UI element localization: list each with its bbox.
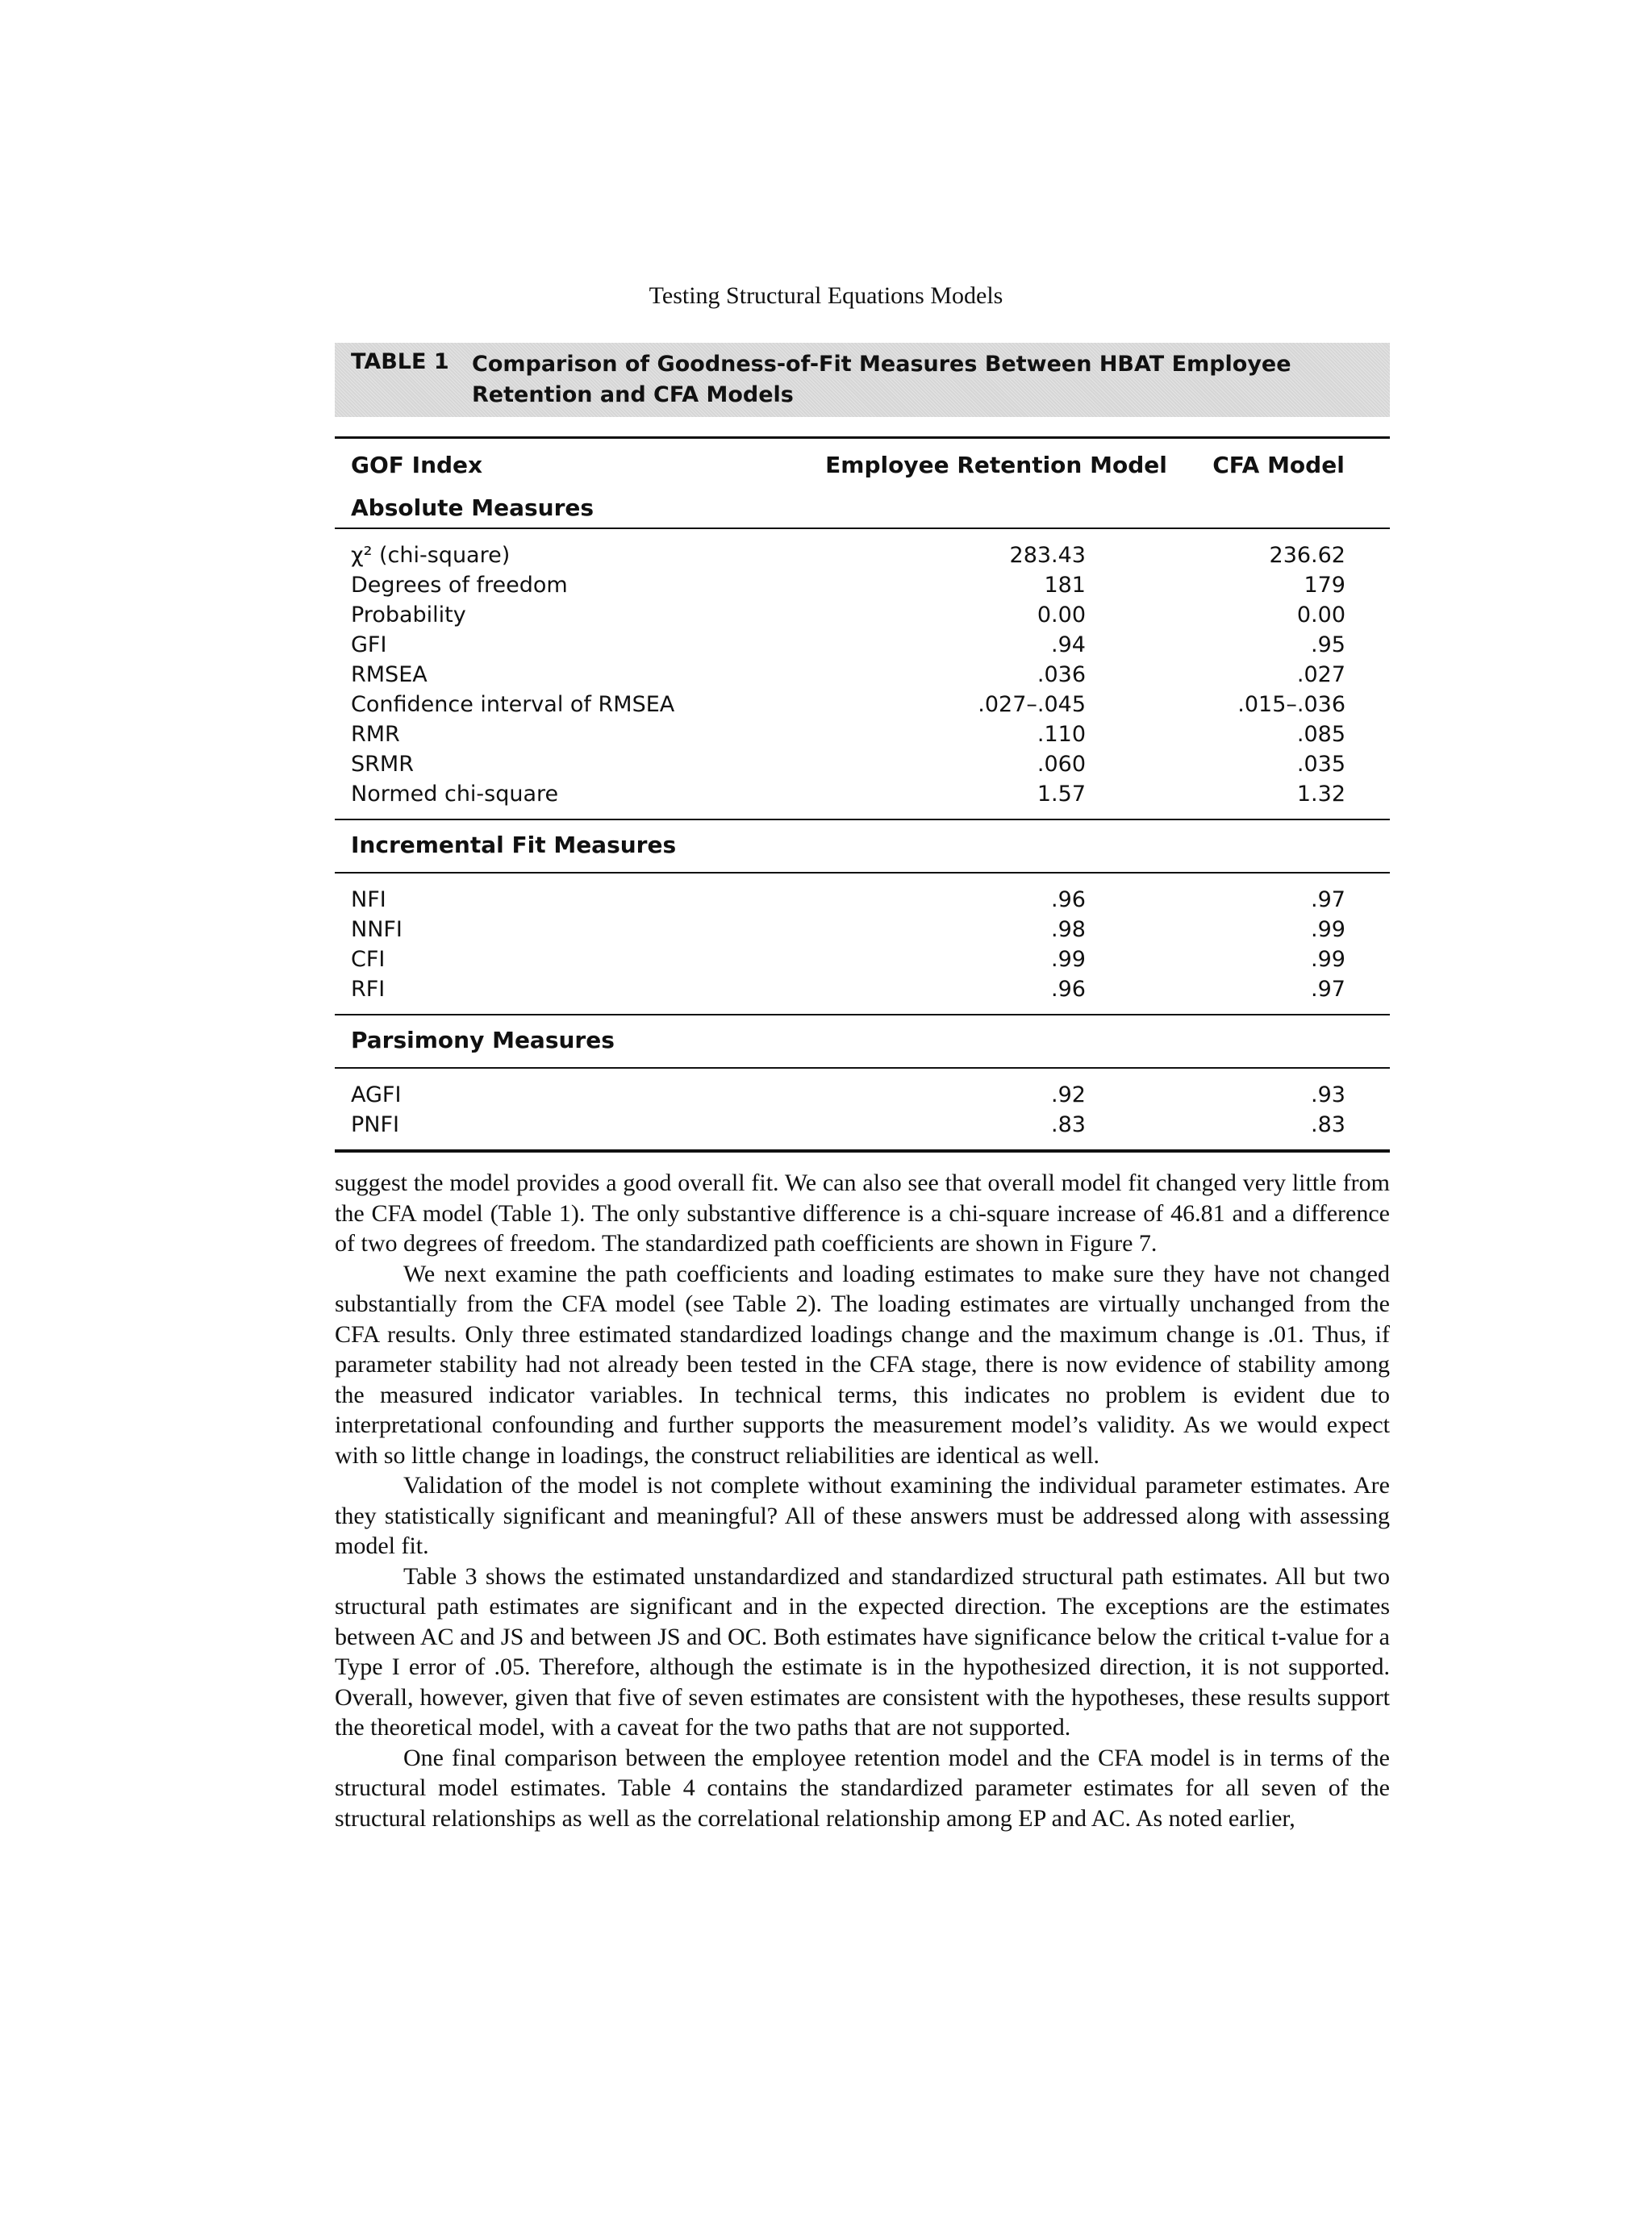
section-header — [335, 820, 1390, 874]
table-row — [335, 974, 1390, 1004]
gof-index-name: NNFI — [351, 917, 403, 942]
table-number: TABLE 1 — [351, 349, 449, 374]
table-row — [335, 660, 1390, 690]
table-title: Comparison of Goodness-of-Fit Measures Between HBAT Employee Retention and CFA Models — [472, 352, 1291, 407]
header-cfa-model: CFA Model — [1212, 452, 1345, 478]
table-caption — [335, 343, 1390, 417]
cfa-value: 179 — [1304, 573, 1345, 598]
section-header — [335, 1015, 1390, 1069]
cfa-value: .015–.036 — [1237, 692, 1345, 717]
erm-value: .036 — [1037, 662, 1086, 687]
table-row — [335, 915, 1390, 944]
table-row — [335, 630, 1390, 660]
erm-value: .96 — [1051, 887, 1086, 912]
paragraph: One final comparison between the employee retention model and the CFA model is in terms of the structural model estimates. Table 4 contains the standardized parameter estimates for all seven of the structural relationships as well as the correlational relationship among EP and AC. As noted earlier, — [335, 1744, 1390, 1832]
erm-value: 283.43 — [1009, 543, 1086, 568]
gof-index-name: RFI — [351, 977, 386, 1002]
section-title: Incremental Fit Measures — [351, 832, 677, 858]
cfa-value: .035 — [1296, 752, 1345, 777]
header-employee-retention-model: Employee Retention Model — [825, 452, 1167, 478]
paragraph: We next examine the path coefficients and loading estimates to make sure they have not changed substantially from the CFA model (see Table 2). The loading estimates are virtually unchanged from the CFA results. Only three estimated standardized loadings change and the maximum change is .01. Thus, if parameter stability had not already been tested in the CFA stage, there is now evidence of stability among the measured indicator variables. In technical terms, this indicates no problem is evident due to interpretational confounding and further supports the measurement model’s validity. As we would expect with so little change in loadings, the construct reliabilities are identical as well. — [335, 1260, 1390, 1469]
erm-value: .92 — [1051, 1082, 1086, 1107]
paragraph: suggest the model provides a good overall fit. We can also see that overall model fit changed very little from the CFA model (Table 1). The only substantive difference is a chi-square increase of 46.81 and a difference of two degrees of freedom. The standardized path coefficients are shown in Figure 7. — [335, 1170, 1390, 1257]
cfa-value: .95 — [1311, 632, 1345, 657]
table-row — [335, 1110, 1390, 1140]
gof-index-name: CFI — [351, 947, 386, 972]
erm-value: .83 — [1051, 1112, 1086, 1137]
gof-table — [335, 343, 1390, 1153]
gof-index-name: RMSEA — [351, 662, 428, 687]
cfa-value: .97 — [1311, 977, 1345, 1002]
erm-value: .027–.045 — [978, 692, 1086, 717]
gof-index-name: Degrees of freedom — [351, 573, 568, 598]
cfa-value: 1.32 — [1296, 782, 1345, 807]
gof-index-name: Normed chi-square — [351, 782, 559, 807]
erm-value: 1.57 — [1037, 782, 1086, 807]
erm-value: .98 — [1051, 917, 1086, 942]
erm-value: .99 — [1051, 947, 1086, 972]
erm-value: .96 — [1051, 977, 1086, 1002]
gof-index-name: PNFI — [351, 1112, 399, 1137]
cfa-value: .085 — [1296, 722, 1345, 747]
table-row — [335, 779, 1390, 809]
cfa-value: .027 — [1296, 662, 1345, 687]
cfa-value: .99 — [1311, 947, 1345, 972]
table-row — [335, 749, 1390, 779]
gof-index-name: SRMR — [351, 752, 414, 777]
cfa-value: .97 — [1311, 887, 1345, 912]
table-row — [335, 570, 1390, 600]
cfa-value: .99 — [1311, 917, 1345, 942]
section-title: Absolute Measures — [351, 494, 594, 521]
table-header — [335, 436, 1390, 529]
table-row — [335, 944, 1390, 974]
erm-value: .060 — [1037, 752, 1086, 777]
gof-index-name: AGFI — [351, 1082, 402, 1107]
cfa-value: 0.00 — [1296, 603, 1345, 628]
gof-index-name: Probability — [351, 603, 466, 628]
table-row — [335, 600, 1390, 630]
erm-value: .94 — [1051, 632, 1086, 657]
cfa-value: .93 — [1311, 1082, 1345, 1107]
erm-value: .110 — [1037, 722, 1086, 747]
table-row — [335, 690, 1390, 719]
table-row — [335, 719, 1390, 749]
paragraph: Table 3 shows the estimated unstandardized and standardized structural path estimates. All but two structural path estimates are significant and in the expected direction. The exceptions are the estimates between AC and JS and between JS and OC. Both estimates have significance below the critical t-value for a Type I error of .05. Therefore, although the estimate is in the hypothesized direction, it is not supported. Overall, however, given that five of seven estimates are consistent with the hypotheses, these results support the theoretical model, with a caveat for the two paths that are not supported. — [335, 1562, 1390, 1741]
gof-index-name: RMR — [351, 722, 400, 747]
section-rows — [335, 1069, 1390, 1153]
section-title: Parsimony Measures — [351, 1027, 615, 1053]
erm-value: 181 — [1044, 573, 1086, 598]
section-rows — [335, 874, 1390, 1015]
header-gof-index: GOF Index — [351, 452, 483, 478]
table-row — [335, 540, 1390, 570]
table-body — [335, 529, 1390, 1153]
gof-index-name: χ² (chi-square) — [351, 543, 511, 568]
table-row — [335, 1080, 1390, 1110]
section-rows — [335, 529, 1390, 820]
gof-index-name: Confidence interval of RMSEA — [351, 692, 675, 717]
gof-index-name: NFI — [351, 887, 386, 912]
body-text — [335, 1168, 1390, 1833]
paragraph: Validation of the model is not complete without examining the individual parameter estimates. Are they statistically significant and meaningful? All of these answers must be addressed along with assessing model fit. — [335, 1472, 1390, 1559]
gof-index-name: GFI — [351, 632, 387, 657]
cfa-value: 236.62 — [1269, 543, 1345, 568]
cfa-value: .83 — [1311, 1112, 1345, 1137]
table-row — [335, 885, 1390, 915]
running-head: Testing Structural Equations Models — [649, 282, 1003, 309]
erm-value: 0.00 — [1037, 603, 1086, 628]
